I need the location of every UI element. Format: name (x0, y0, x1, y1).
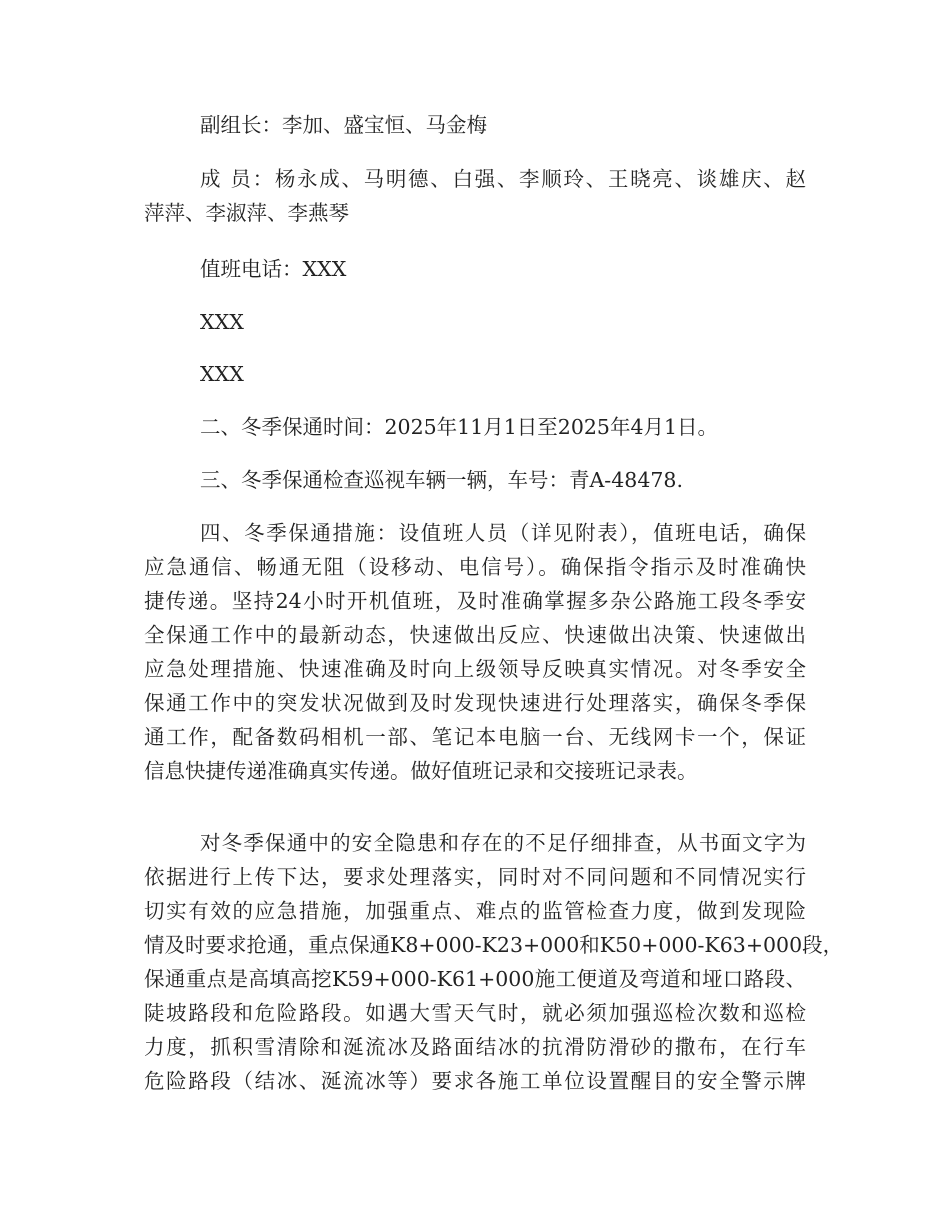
deputy-leader-block (144, 108, 806, 142)
members-block (144, 162, 806, 230)
members-paragraph (144, 162, 806, 230)
paragraph-5-block (144, 826, 844, 1098)
section-4-line: 信息快捷传递准确真实传递。做好值班记录和交接班记录表。 (144, 759, 698, 783)
paragraph-5 (144, 826, 844, 1098)
section-3-block (144, 463, 806, 497)
section-4-line: 保通工作中的突发状况做到及时发现快速进行处理落实，确保冬季保 (144, 691, 806, 715)
section-4-line: 应急通信、畅通无阻（设移动、电信号）。确保指令指示及时准确快 (144, 555, 806, 579)
paragraph-5-line: 危险路段（结冰、涎流冰等）要求各施工单位设置醒目的安全警示牌 (144, 1069, 806, 1093)
duty-phone-line-2: XXX (200, 310, 244, 334)
paragraph-5-line: 保通重点是高填高挖K59+000-K61+000施工便道及弯道和垭口路段、 (144, 967, 806, 991)
phone-block-2 (144, 305, 806, 339)
section-3-line: 三、冬季保通检查巡视车辆一辆，车号：青A-48478. (200, 468, 683, 492)
phone-block-3 (144, 357, 806, 391)
members-line-1: 成 员：杨永成、马明德、白强、李顺玲、王晓亮、谈雄庆、赵 (200, 167, 806, 191)
duty-phone-line-3: XXX (200, 362, 244, 386)
duty-phone-line: 值班电话：XXX (200, 257, 347, 281)
section-4-line: 四、冬季保通措施：设值班人员（详见附表），值班电话，确保 (200, 521, 806, 545)
paragraph-5-line: 情及时要求抢通，重点保通K8+000-K23+000和K50+000-K63+000段， (144, 933, 844, 957)
section-2-line: 二、冬季保通时间：2025年11月1日至2025年4月1日。 (200, 415, 719, 439)
paragraph-5-line: 依据进行上传下达，要求处理落实，同时对不同问题和不同情况实行 (144, 865, 806, 889)
phone-block (144, 252, 806, 286)
section-4-paragraph (144, 516, 806, 788)
section-4-line: 通工作，配备数码相机一部、笔记本电脑一台、无线网卡一个，保证 (144, 725, 806, 749)
members-line-2: 萍萍、李淑萍、李燕琴 (144, 201, 349, 225)
paragraph-5-line: 切实有效的应急措施，加强重点、难点的监管检查力度，做到发现险 (144, 899, 806, 923)
paragraph-5-line: 力度，抓积雪清除和涎流冰及路面结冰的抗滑防滑砂的撒布，在行车 (144, 1035, 806, 1059)
paragraph-5-line: 陡坡路段和危险路段。如遇大雪天气时，就必须加强巡检次数和巡检 (144, 1001, 806, 1025)
section-4-block (144, 516, 806, 788)
section-4-line: 应急处理措施、快速准确及时向上级领导反映真实情况。对冬季安全 (144, 657, 806, 681)
paragraph-5-line: 对冬季保通中的安全隐患和存在的不足仔细排查，从书面文字为 (200, 831, 806, 855)
section-4-line: 全保通工作中的最新动态，快速做出反应、快速做出决策、快速做出 (144, 623, 806, 647)
section-4-line: 捷传递。坚持24小时开机值班，及时准确掌握多杂公路施工段冬季安 (144, 589, 806, 613)
deputy-leader-line: 副组长：李加、盛宝恒、马金梅 (200, 113, 487, 137)
section-2-block (144, 410, 806, 444)
